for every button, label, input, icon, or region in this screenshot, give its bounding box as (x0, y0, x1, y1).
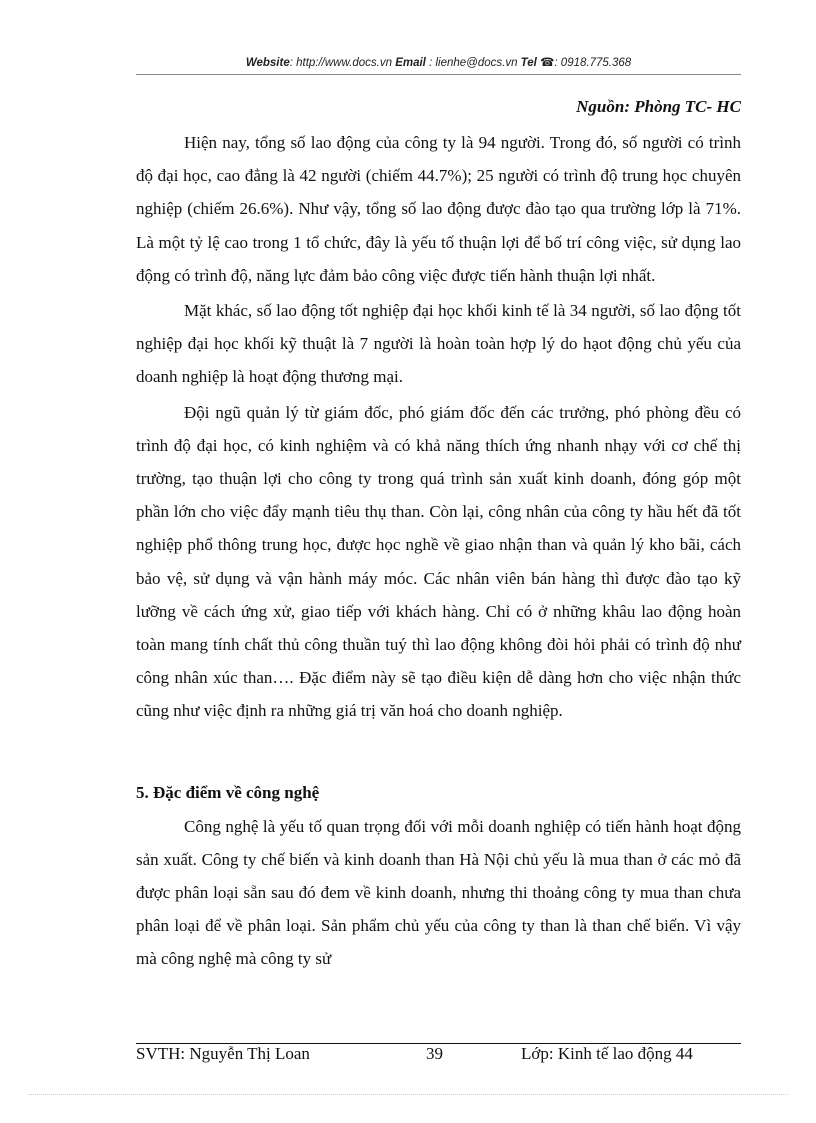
section-heading: 5. Đặc điểm về công nghệ (136, 783, 320, 802)
footer-class: Lớp: Kinh tế lao động 44 (521, 1044, 693, 1063)
body-text (136, 126, 741, 728)
tel-label: Tel (520, 57, 537, 69)
footer-student: SVTH: Nguyễn Thị Loan (136, 1044, 310, 1063)
paragraph-technology: Công nghệ là yếu tố quan trọng đối với mỗi doanh nghiệp có tiến hành hoạt động sản xuất. Công ty chế biến và kinh doanh than Hà Nội chủ yếu là mua than ở các mỏ đã được phân loại sẵn sau đó đem về kinh doanh, nhưng thi thoảng công ty mua than chưa phân loại để về phân loại. Sản phẩm chủ yếu của công ty than là than chế biến. Vì vậy mà công nghệ mà công ty sử (136, 817, 741, 968)
page-header (136, 55, 741, 69)
paragraph-graduates: Mặt khác, số lao động tốt nghiệp đại học khối kinh tế là 34 người, số lao động tốt nghiệp đại học khối kỹ thuật là 7 người là hoàn toàn hợp lý do hạot động chủ yếu của doanh nghiệp là hoạt động thương mại. (136, 301, 741, 387)
tel-value: : 0918.775.368 (554, 57, 632, 69)
section-body (136, 810, 741, 975)
phone-icon: ☎ (540, 57, 555, 69)
email-label: Email (395, 57, 426, 69)
paragraph-staff-qualifications: Hiện nay, tổng số lao động của công ty là 94 người. Trong đó, số người có trình độ đại học, cao đẳng là 42 người (chiếm 44.7%); 25 người có trình độ trung học chuyên nghiệp (chiếm 26.6%). Như vậy, tổng số lao động được đào tạo qua trường lớp là 71%. Là một tỷ lệ cao trong 1 tổ chức, đây là yếu tố thuận lợi để bố trí công việc, sử dụng lao động có trình độ, năng lực đảm bảo công việc được tiến hành thuận lợi nhất. (136, 133, 741, 285)
website-label: Website (245, 57, 290, 69)
page-bottom-edge (28, 1094, 788, 1095)
footer-page-number: 39 (426, 1044, 443, 1063)
paragraph-management: Đội ngũ quản lý từ giám đốc, phó giám đốc đến các trưởng, phó phòng đều có trình độ đại học, có kinh nghiệm và có khả năng thích ứng nhanh nhạy với cơ chế thị trường, tạo thuận lợi cho công ty trong quá trình sản xuất kinh doanh, đóng góp một phần lớn cho việc đẩy mạnh tiêu thụ than. Còn lại, công nhân của công ty hầu hết đã tốt nghiệp phổ thông trung học, được học nghề về giao nhận than và quản lý kho bãi, cách bảo vệ, sử dụng và vận hành máy móc. Các nhân viên bán hàng thì được đào tạo kỹ lưỡng về cách ứng xử, giao tiếp với khách hàng. Chỉ có ở những khâu lao động hoàn toàn mang tính chất thủ công thuần tuý thì lao động không đòi hỏi phải có trình độ như công nhân xúc than…. Đặc điểm này sẽ tạo điều kiện dễ dàng hơn cho việc nhận thức cũng như việc định ra những giá trị văn hoá cho doanh nghiệp. (136, 402, 741, 721)
email-value: : lienhe@docs.vn (429, 57, 518, 69)
website-value: : http://www.docs.vn (289, 57, 392, 69)
source-note: Nguồn: Phòng TC- HC (576, 97, 741, 116)
header-divider (136, 74, 741, 75)
